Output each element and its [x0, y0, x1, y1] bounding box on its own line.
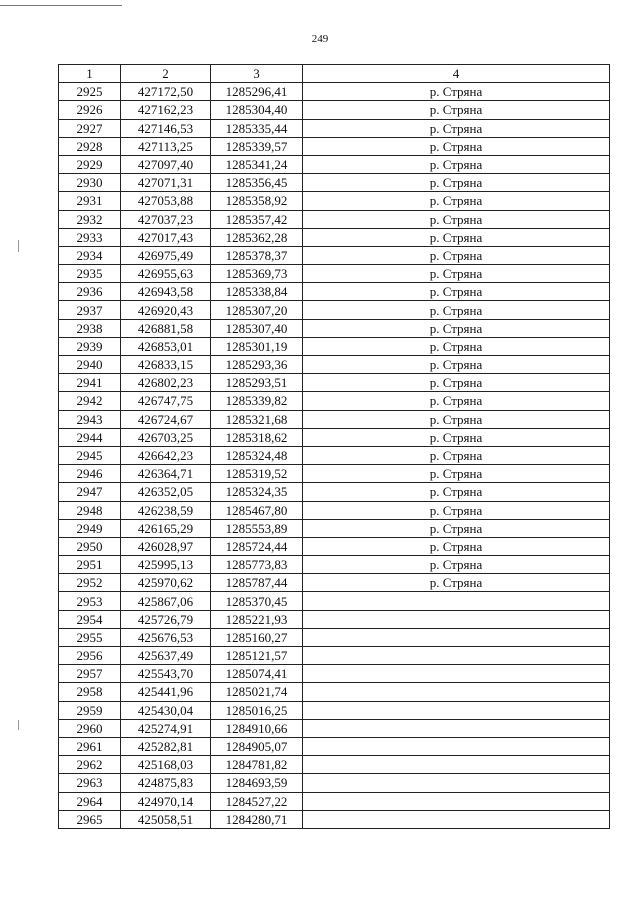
table-row [59, 483, 610, 501]
x-coordinate-cell: 426802,23 [121, 374, 211, 392]
y-coordinate-cell: 1285296,41 [211, 83, 303, 101]
description-cell [303, 774, 610, 792]
x-coordinate-cell: 426955,63 [121, 265, 211, 283]
description-cell: р. Стряна [303, 228, 610, 246]
y-coordinate-cell: 1284781,82 [211, 756, 303, 774]
point-number-cell: 2931 [59, 192, 121, 210]
x-coordinate-cell: 425637,49 [121, 647, 211, 665]
description-cell [303, 792, 610, 810]
point-number-cell: 2959 [59, 701, 121, 719]
point-number-cell: 2935 [59, 265, 121, 283]
description-cell: р. Стряна [303, 265, 610, 283]
point-number-cell: 2963 [59, 774, 121, 792]
x-coordinate-cell: 425970,62 [121, 574, 211, 592]
description-cell: р. Стряна [303, 574, 610, 592]
point-number-cell: 2941 [59, 374, 121, 392]
point-number-cell: 2930 [59, 174, 121, 192]
description-cell: р. Стряна [303, 519, 610, 537]
scan-edge-mark [0, 0, 122, 6]
description-cell [303, 665, 610, 683]
table-row [59, 792, 610, 810]
point-number-cell: 2954 [59, 610, 121, 628]
point-number-cell: 2958 [59, 683, 121, 701]
y-coordinate-cell: 1285356,45 [211, 174, 303, 192]
description-cell: р. Стряна [303, 410, 610, 428]
description-cell: р. Стряна [303, 337, 610, 355]
point-number-cell: 2951 [59, 556, 121, 574]
point-number-cell: 2927 [59, 119, 121, 137]
point-number-cell: 2925 [59, 83, 121, 101]
y-coordinate-cell: 1285293,36 [211, 356, 303, 374]
point-number-cell: 2937 [59, 301, 121, 319]
x-coordinate-cell: 425282,81 [121, 737, 211, 755]
table-row [59, 719, 610, 737]
x-coordinate-cell: 426352,05 [121, 483, 211, 501]
y-coordinate-cell: 1285553,89 [211, 519, 303, 537]
table-row [59, 428, 610, 446]
description-cell: р. Стряна [303, 119, 610, 137]
x-coordinate-cell: 426943,58 [121, 283, 211, 301]
point-number-cell: 2929 [59, 155, 121, 173]
x-coordinate-cell: 425441,96 [121, 683, 211, 701]
table-row [59, 319, 610, 337]
table-row [59, 392, 610, 410]
x-coordinate-cell: 426238,59 [121, 501, 211, 519]
description-cell: р. Стряна [303, 392, 610, 410]
table-row [59, 137, 610, 155]
point-number-cell: 2956 [59, 647, 121, 665]
point-number-cell: 2948 [59, 501, 121, 519]
y-coordinate-cell: 1285307,40 [211, 319, 303, 337]
column-header-description: 4 [303, 65, 610, 83]
y-coordinate-cell: 1285370,45 [211, 592, 303, 610]
description-cell: р. Стряна [303, 83, 610, 101]
x-coordinate-cell: 427017,43 [121, 228, 211, 246]
table-row [59, 301, 610, 319]
y-coordinate-cell: 1285324,48 [211, 446, 303, 464]
table-row [59, 756, 610, 774]
y-coordinate-cell: 1285324,35 [211, 483, 303, 501]
point-number-cell: 2962 [59, 756, 121, 774]
y-coordinate-cell: 1285335,44 [211, 119, 303, 137]
table-row [59, 101, 610, 119]
table-row [59, 337, 610, 355]
description-cell [303, 756, 610, 774]
point-number-cell: 2936 [59, 283, 121, 301]
point-number-cell: 2949 [59, 519, 121, 537]
table-row [59, 665, 610, 683]
table-row [59, 283, 610, 301]
x-coordinate-cell: 425274,91 [121, 719, 211, 737]
table-row [59, 556, 610, 574]
description-cell [303, 683, 610, 701]
y-coordinate-cell: 1285307,20 [211, 301, 303, 319]
table-body [59, 83, 610, 829]
y-coordinate-cell: 1285021,74 [211, 683, 303, 701]
point-number-cell: 2944 [59, 428, 121, 446]
x-coordinate-cell: 424970,14 [121, 792, 211, 810]
table-row [59, 265, 610, 283]
table-row [59, 174, 610, 192]
point-number-cell: 2965 [59, 810, 121, 828]
y-coordinate-cell: 1285221,93 [211, 610, 303, 628]
x-coordinate-cell: 426165,29 [121, 519, 211, 537]
x-coordinate-cell: 427172,50 [121, 83, 211, 101]
x-coordinate-cell: 427097,40 [121, 155, 211, 173]
point-number-cell: 2960 [59, 719, 121, 737]
table-row [59, 374, 610, 392]
table-header-row [59, 65, 610, 83]
x-coordinate-cell: 427053,88 [121, 192, 211, 210]
y-coordinate-cell: 1284280,71 [211, 810, 303, 828]
x-coordinate-cell: 425726,79 [121, 610, 211, 628]
table-row [59, 574, 610, 592]
y-coordinate-cell: 1285467,80 [211, 501, 303, 519]
table-row [59, 701, 610, 719]
table-row [59, 210, 610, 228]
x-coordinate-cell: 426833,15 [121, 356, 211, 374]
table-row [59, 246, 610, 264]
y-coordinate-cell: 1285787,44 [211, 574, 303, 592]
point-number-cell: 2961 [59, 737, 121, 755]
y-coordinate-cell: 1285016,25 [211, 701, 303, 719]
point-number-cell: 2964 [59, 792, 121, 810]
point-number-cell: 2934 [59, 246, 121, 264]
table-row [59, 356, 610, 374]
y-coordinate-cell: 1285773,83 [211, 556, 303, 574]
table-row [59, 119, 610, 137]
x-coordinate-cell: 427113,25 [121, 137, 211, 155]
table-row [59, 446, 610, 464]
point-number-cell: 2943 [59, 410, 121, 428]
y-coordinate-cell: 1285362,28 [211, 228, 303, 246]
y-coordinate-cell: 1285339,57 [211, 137, 303, 155]
y-coordinate-cell: 1285321,68 [211, 410, 303, 428]
y-coordinate-cell: 1285121,57 [211, 647, 303, 665]
description-cell [303, 701, 610, 719]
table-row [59, 592, 610, 610]
description-cell: р. Стряна [303, 483, 610, 501]
y-coordinate-cell: 1284910,66 [211, 719, 303, 737]
x-coordinate-cell: 427071,31 [121, 174, 211, 192]
y-coordinate-cell: 1285293,51 [211, 374, 303, 392]
description-cell: р. Стряна [303, 446, 610, 464]
y-coordinate-cell: 1285318,62 [211, 428, 303, 446]
x-coordinate-cell: 425676,53 [121, 628, 211, 646]
description-cell: р. Стряна [303, 501, 610, 519]
x-coordinate-cell: 425995,13 [121, 556, 211, 574]
y-coordinate-cell: 1285301,19 [211, 337, 303, 355]
x-coordinate-cell: 426724,67 [121, 410, 211, 428]
x-coordinate-cell: 426028,97 [121, 537, 211, 555]
column-header-x-coordinate: 2 [121, 65, 211, 83]
description-cell: р. Стряна [303, 374, 610, 392]
description-cell: р. Стряна [303, 101, 610, 119]
table-row [59, 647, 610, 665]
column-header-y-coordinate: 3 [211, 65, 303, 83]
description-cell: р. Стряна [303, 319, 610, 337]
y-coordinate-cell: 1285160,27 [211, 628, 303, 646]
description-cell: р. Стряна [303, 246, 610, 264]
description-cell: р. Стряна [303, 174, 610, 192]
y-coordinate-cell: 1284905,07 [211, 737, 303, 755]
point-number-cell: 2955 [59, 628, 121, 646]
description-cell [303, 592, 610, 610]
scan-margin-mark [18, 720, 19, 730]
table-row [59, 628, 610, 646]
point-number-cell: 2928 [59, 137, 121, 155]
description-cell: р. Стряна [303, 283, 610, 301]
description-cell [303, 628, 610, 646]
point-number-cell: 2953 [59, 592, 121, 610]
table-row [59, 774, 610, 792]
y-coordinate-cell: 1285338,84 [211, 283, 303, 301]
y-coordinate-cell: 1285304,40 [211, 101, 303, 119]
x-coordinate-cell: 425867,06 [121, 592, 211, 610]
table-row [59, 501, 610, 519]
x-coordinate-cell: 427037,23 [121, 210, 211, 228]
y-coordinate-cell: 1285341,24 [211, 155, 303, 173]
x-coordinate-cell: 426747,75 [121, 392, 211, 410]
page-number: 249 [311, 33, 329, 45]
y-coordinate-cell: 1284527,22 [211, 792, 303, 810]
point-number-cell: 2932 [59, 210, 121, 228]
point-number-cell: 2950 [59, 537, 121, 555]
point-number-cell: 2939 [59, 337, 121, 355]
table-row [59, 83, 610, 101]
y-coordinate-cell: 1285339,82 [211, 392, 303, 410]
description-cell: р. Стряна [303, 210, 610, 228]
point-number-cell: 2945 [59, 446, 121, 464]
y-coordinate-cell: 1285358,92 [211, 192, 303, 210]
description-cell: р. Стряна [303, 192, 610, 210]
x-coordinate-cell: 425168,03 [121, 756, 211, 774]
coordinates-table [58, 64, 610, 829]
column-header-point-number: 1 [59, 65, 121, 83]
x-coordinate-cell: 425058,51 [121, 810, 211, 828]
point-number-cell: 2947 [59, 483, 121, 501]
x-coordinate-cell: 427146,53 [121, 119, 211, 137]
description-cell: р. Стряна [303, 137, 610, 155]
x-coordinate-cell: 426975,49 [121, 246, 211, 264]
table-row [59, 610, 610, 628]
table-row [59, 410, 610, 428]
description-cell: р. Стряна [303, 356, 610, 374]
y-coordinate-cell: 1285369,73 [211, 265, 303, 283]
description-cell: р. Стряна [303, 155, 610, 173]
x-coordinate-cell: 426920,43 [121, 301, 211, 319]
y-coordinate-cell: 1285074,41 [211, 665, 303, 683]
description-cell: р. Стряна [303, 301, 610, 319]
y-coordinate-cell: 1285319,52 [211, 465, 303, 483]
x-coordinate-cell: 426364,71 [121, 465, 211, 483]
table-row [59, 537, 610, 555]
point-number-cell: 2952 [59, 574, 121, 592]
x-coordinate-cell: 426703,25 [121, 428, 211, 446]
table-row [59, 228, 610, 246]
x-coordinate-cell: 424875,83 [121, 774, 211, 792]
y-coordinate-cell: 1285724,44 [211, 537, 303, 555]
description-cell [303, 610, 610, 628]
y-coordinate-cell: 1285357,42 [211, 210, 303, 228]
table-row [59, 465, 610, 483]
x-coordinate-cell: 426881,58 [121, 319, 211, 337]
description-cell: р. Стряна [303, 465, 610, 483]
table-row [59, 810, 610, 828]
y-coordinate-cell: 1285378,37 [211, 246, 303, 264]
point-number-cell: 2940 [59, 356, 121, 374]
description-cell [303, 737, 610, 755]
x-coordinate-cell: 425543,70 [121, 665, 211, 683]
x-coordinate-cell: 425430,04 [121, 701, 211, 719]
description-cell: р. Стряна [303, 428, 610, 446]
scan-margin-mark [18, 240, 19, 252]
table-row [59, 192, 610, 210]
point-number-cell: 2942 [59, 392, 121, 410]
description-cell: р. Стряна [303, 537, 610, 555]
description-cell [303, 647, 610, 665]
x-coordinate-cell: 427162,23 [121, 101, 211, 119]
table-row [59, 519, 610, 537]
description-cell [303, 810, 610, 828]
table-row [59, 683, 610, 701]
table-row [59, 155, 610, 173]
point-number-cell: 2957 [59, 665, 121, 683]
x-coordinate-cell: 426642,23 [121, 446, 211, 464]
point-number-cell: 2933 [59, 228, 121, 246]
description-cell [303, 719, 610, 737]
point-number-cell: 2938 [59, 319, 121, 337]
point-number-cell: 2946 [59, 465, 121, 483]
table-row [59, 737, 610, 755]
description-cell: р. Стряна [303, 556, 610, 574]
x-coordinate-cell: 426853,01 [121, 337, 211, 355]
point-number-cell: 2926 [59, 101, 121, 119]
y-coordinate-cell: 1284693,59 [211, 774, 303, 792]
